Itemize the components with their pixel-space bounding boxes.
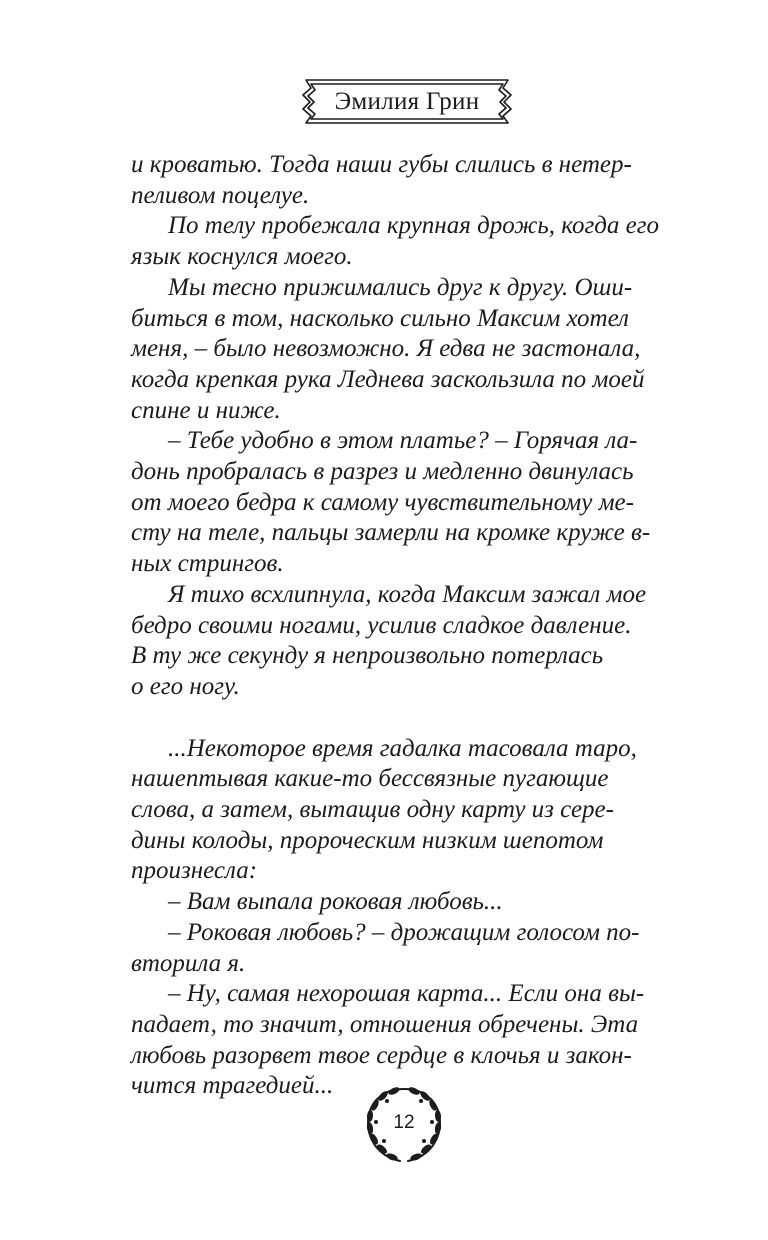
text-line: – Вам выпала роковая любовь... — [168, 888, 503, 916]
text-line: от моего бедра к самому чувствительному ме- — [131, 488, 634, 516]
text-line: ных стрингов. — [131, 550, 284, 578]
text-line: В ту же секунду я непроизвольно потерлась — [131, 642, 604, 670]
text-line: меня, – было невозможно. Я едва не застонала, — [131, 335, 641, 363]
text-line: падает, то значит, отношения обречены. Эта — [131, 1010, 639, 1038]
text-line: Мы тесно прижимались друг к другу. Оши- — [168, 273, 633, 301]
text-line: язык коснулся моего. — [131, 243, 353, 271]
text-line: Я тихо всхлипнула, когда Максим зажал мое — [168, 580, 647, 608]
text-line: о его ногу. — [131, 672, 240, 700]
header-author-name: Эмилия Грин — [334, 88, 480, 115]
header-frame-icon — [0, 0, 768, 140]
page-footer — [354, 1075, 454, 1175]
text-line: биться в том, насколько сильно Максим хотел — [131, 304, 629, 332]
text-line: произнесла: — [131, 857, 258, 885]
text-line: бедро своими ногами, усилив сладкое давление. — [131, 611, 632, 639]
text-line: и кроватью. Тогда наши губы слились в нетер- — [131, 151, 632, 178]
text-line: – Ну, самая нехорошая карта... Если она вы- — [168, 980, 645, 1008]
text-line: – Роковая любовь? – дрожащим голосом по- — [168, 918, 640, 946]
text-line: нашептывая какие-то бессвязные пугающие — [131, 765, 609, 793]
body-text — [131, 150, 681, 1102]
text-line: чится трагедией... — [131, 1072, 334, 1100]
text-line: любовь разорвет твое сердце в клочья и закон- — [131, 1041, 632, 1069]
text-line: По телу пробежала крупная дрожь, когда его — [168, 212, 659, 240]
text-line: спине и ниже. — [131, 396, 281, 424]
text-line: сту на теле, пальцы замерли на кромке круже в- — [131, 519, 651, 547]
text-line: пеливом поцелуе. — [131, 181, 310, 209]
text-line: когда крепкая рука Леднева заскользила по моей — [131, 365, 645, 393]
text-line: вторила я. — [131, 949, 246, 977]
text-line: дины колоды, пророческим низким шепотом — [131, 826, 604, 854]
text-line: слова, а затем, вытащив одну карту из сере- — [131, 796, 614, 824]
page-number: 12 — [393, 1112, 415, 1133]
text-line: – Тебе удобно в этом платье? – Горячая ла- — [168, 427, 638, 455]
text-line: ...Некоторое время гадалка тасовала таро, — [168, 734, 637, 762]
text-line: донь пробралась в разрез и медленно двинулась — [131, 458, 634, 486]
